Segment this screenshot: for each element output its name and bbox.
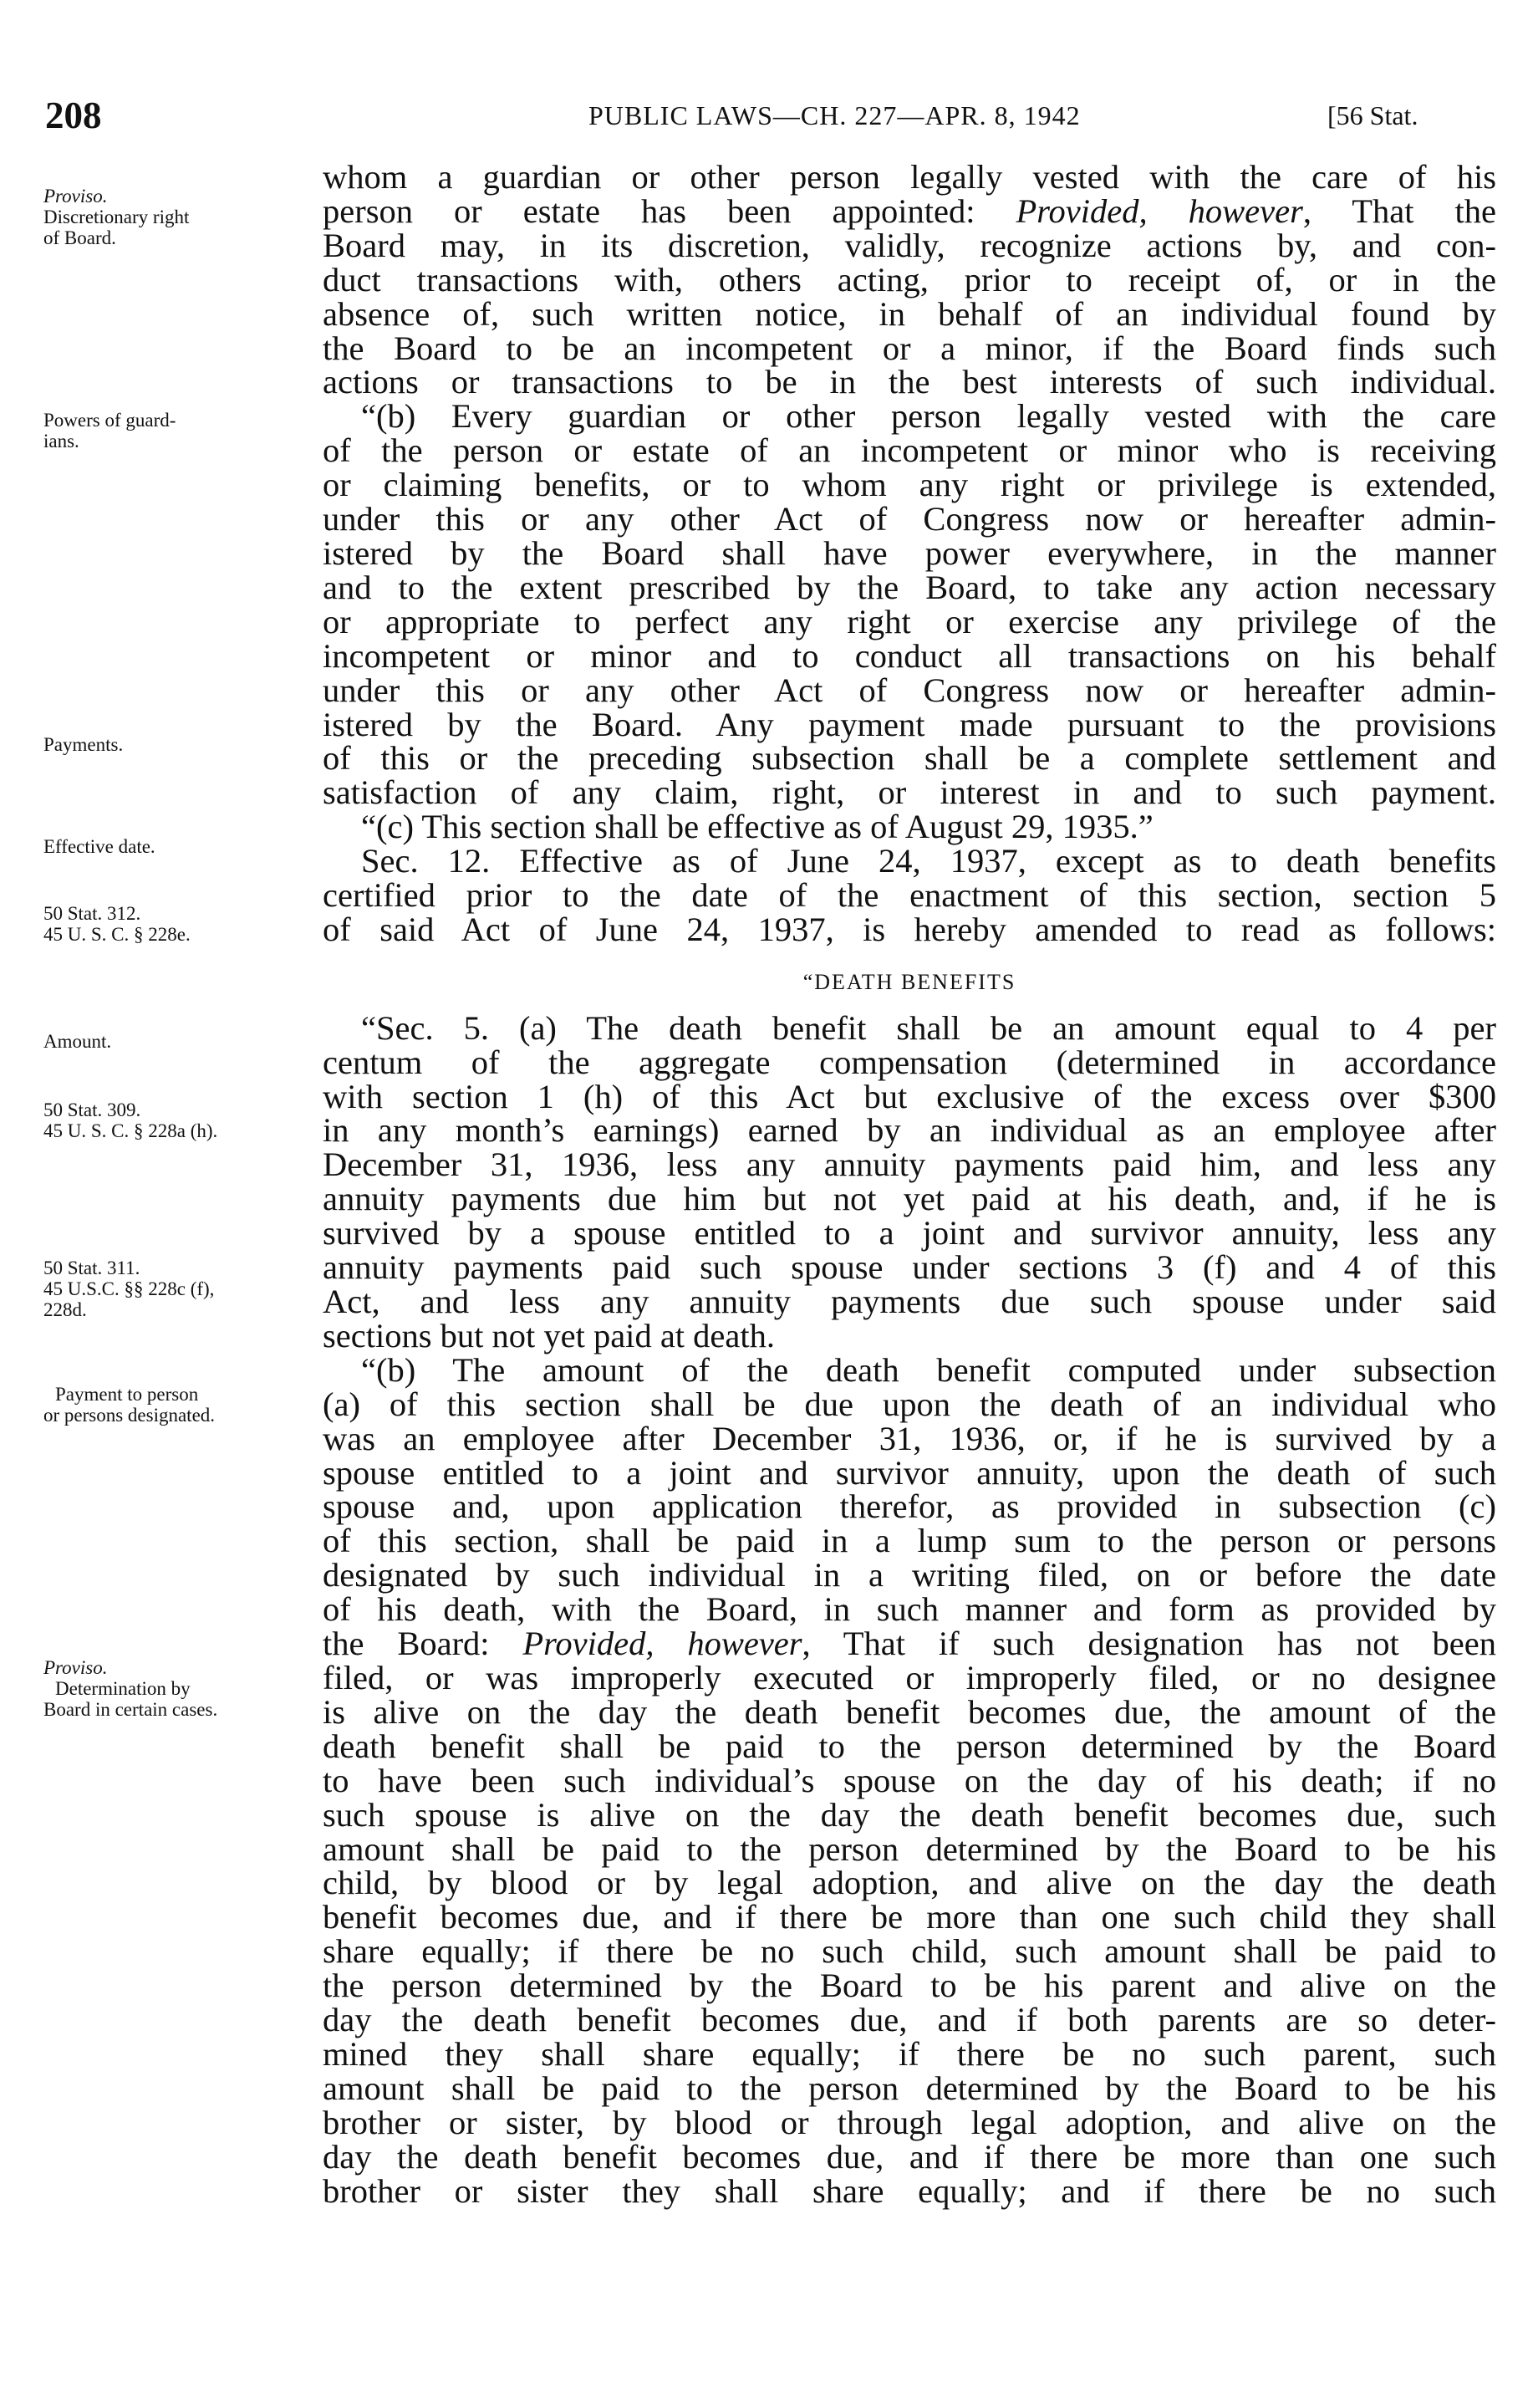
note-line: Proviso.	[43, 1657, 108, 1678]
note-line: Effective date.	[43, 836, 155, 857]
section-5-line: “Sec. 5. (a) The death benefit shall be an amount equal to 4 per	[361, 1008, 1496, 1047]
text-line: annuity payments paid such spouse under sections 3 (f) and 4 of this	[323, 1248, 1496, 1287]
margin-note-proviso-determination	[43, 1657, 328, 1720]
text-line: the person determined by the Board to be his parent and alive on the	[323, 1967, 1496, 2005]
note-line: Amount.	[43, 1031, 112, 1052]
text-line: of this section, shall be paid in a lump sum to the person or persons	[323, 1522, 1496, 1560]
text-line: satisfaction of any claim, right, or interest in and to such payment.	[323, 773, 1496, 812]
text-line-with-proviso	[323, 1627, 1496, 1661]
text-line: of his death, with the Board, in such manner and form as provided by	[323, 1590, 1496, 1629]
text-line: amount shall be paid to the person determined by the Board to be his	[323, 2069, 1496, 2107]
text-fragment: , That if such designation has not been	[802, 1625, 1496, 1663]
page-number: 208	[45, 94, 102, 136]
text-line: was an employee after December 31, 1936, or, if he is survived by a	[323, 1419, 1496, 1457]
text-line: under this or any other Act of Congress now or hereafter admin-	[323, 500, 1496, 538]
text-line: “(b) Every guardian or other person legally vested with the care	[361, 397, 1496, 436]
text-line: centum of the aggregate compensation (determined in accordance	[323, 1043, 1496, 1081]
text-line: or claiming benefits, or to whom any right or privilege is extended,	[323, 466, 1496, 504]
text-line: absence of, such written notice, in behalf of an individual found by	[323, 294, 1496, 333]
text-line: istered by the Board. Any payment made pursuant to the provisions	[323, 705, 1496, 743]
proviso-phrase: Provided, however	[522, 1625, 802, 1663]
note-line: 228d.	[43, 1299, 87, 1320]
margin-note-amount	[43, 1031, 328, 1052]
note-line: Board in certain cases.	[43, 1699, 218, 1720]
text-line: istered by the Board shall have power everywhere, in the manner	[323, 533, 1496, 572]
running-header	[0, 94, 1533, 144]
note-line: Payment to person	[55, 1384, 199, 1405]
text-line: of this or the preceding subsection shall be a complete settlement and	[323, 739, 1496, 778]
margin-note-proviso-discretionary	[43, 186, 328, 248]
margin-note-citation-3	[43, 1258, 328, 1320]
text-line: and to the extent prescribed by the Board, to take any action necessary	[323, 568, 1496, 606]
note-line: Discretionary right	[43, 207, 190, 227]
text-line: (a) of this section shall be due upon the death of an individual who	[323, 1385, 1496, 1423]
text-line: Act, and less any annuity payments due such spouse under said	[323, 1283, 1496, 1320]
text-line: of the person or estate of an incompetent or minor who is receiving	[323, 431, 1496, 470]
text-line: duct transactions with, others acting, prior to receipt of, or in the	[323, 260, 1496, 298]
text-line: death benefit shall be paid to the person determined by the Board	[323, 1727, 1496, 1765]
text-line: amount shall be paid to the person determined by the Board to be his	[323, 1829, 1496, 1868]
note-line: Determination by	[55, 1678, 191, 1699]
text-line: benefit becomes due, and if there be more than one such child they shall	[323, 1898, 1496, 1936]
text-line: to have been such individual’s spouse on the day of his death; if no	[323, 1761, 1496, 1799]
text-line: survived by a spouse entitled to a joint and survivor annuity, less any	[323, 1214, 1496, 1252]
text-line: child, by blood or by legal adoption, and alive on the day the death	[323, 1864, 1496, 1902]
text-line: sections but not yet paid at death.	[323, 1316, 775, 1354]
text-line: whom a guardian or other person legally vested with the care of his	[323, 158, 1496, 196]
text-line: of said Act of June 24, 1937, is hereby amended to read as follows:	[323, 910, 1496, 948]
note-line: or persons designated.	[43, 1405, 216, 1426]
note-line: Powers of guard-	[43, 410, 176, 431]
margin-note-powers-of-guardians	[43, 410, 328, 452]
text-line: brother or sister, by blood or through legal adoption, and alive on the	[323, 2103, 1496, 2141]
text-line: under this or any other Act of Congress now or hereafter admin-	[323, 671, 1496, 709]
text-line: is alive on the day the death benefit becomes due, the amount of the	[323, 1692, 1496, 1731]
section-heading: “DEATH BENEFITS	[802, 969, 1016, 994]
section-12-line: Sec. 12. Effective as of June 24, 1937, except as to death benefits	[361, 842, 1496, 880]
note-line: Proviso.	[43, 186, 108, 207]
running-title: PUBLIC LAWS—CH. 227—APR. 8, 1942	[588, 100, 1081, 130]
text-line: mined they shall share equally; if there be no such parent, such	[323, 2034, 1496, 2073]
note-line: Payments.	[43, 734, 124, 755]
proviso-phrase: Provided, however	[1016, 191, 1303, 230]
note-line: ians.	[43, 431, 79, 452]
text-line: spouse and, upon application therefor, as provided in subsection (c)	[323, 1487, 1496, 1526]
margin-note-effective-date	[43, 836, 328, 857]
note-line: of Board.	[43, 227, 116, 248]
text-line: “(c) This section shall be effective as of August 29, 1935.”	[361, 808, 1154, 846]
text-line: with section 1 (h) of this Act but exclusive of the excess over $300	[323, 1077, 1496, 1115]
text-line: designated by such individual in a writing filed, on or before the date	[323, 1556, 1496, 1594]
text-line: in any month’s earnings) earned by an individual as an employee after	[323, 1111, 1496, 1150]
note-line: 50 Stat. 311.	[43, 1258, 140, 1278]
text-line: day the death benefit becomes due, and if both parents are so deter-	[323, 2001, 1496, 2039]
text-fragment: the Board:	[323, 1625, 523, 1663]
margin-note-citation-2	[43, 1099, 328, 1141]
note-line: 45 U.S.C. §§ 228c (f),	[43, 1278, 215, 1299]
text-line: incompetent or minor and to conduct all transactions on his behalf	[323, 636, 1496, 675]
note-line: 50 Stat. 312.	[43, 903, 141, 924]
text-line: annuity payments due him but not yet paid at his death, and, if he is	[323, 1180, 1496, 1218]
text-line: share equally; if there be no such child, such amount shall be paid to	[323, 1932, 1496, 1971]
text-line: or appropriate to perfect any right or exercise any privilege of the	[323, 602, 1496, 640]
text-line: filed, or was improperly executed or improperly filed, or no designee	[323, 1658, 1496, 1696]
text-line-with-proviso	[323, 191, 1496, 230]
text-line: December 31, 1936, less any annuity payments paid him, and less any	[323, 1145, 1496, 1184]
text-line: brother or sister they shall share equally; and if there be no such	[323, 2171, 1496, 2210]
text-line: such spouse is alive on the day the death benefit becomes due, such	[323, 1795, 1496, 1834]
text-line: “(b) The amount of the death benefit computed under subsection	[361, 1350, 1496, 1389]
text-line: Board may, in its discretion, validly, recognize actions by, and con-	[323, 226, 1496, 264]
note-line: 45 U. S. C. § 228e.	[43, 924, 191, 945]
volume-reference: [56 Stat.	[1327, 100, 1418, 130]
text-fragment: person or estate has been appointed:	[323, 191, 1016, 230]
text-line: day the death benefit becomes due, and if there be more than one such	[323, 2137, 1496, 2176]
margin-note-citation-1	[43, 903, 328, 945]
note-line: 45 U. S. C. § 228a (h).	[43, 1120, 218, 1141]
text-line: the Board to be an incompetent or a minor, if the Board finds such	[323, 329, 1496, 367]
text-fragment: , That the	[1302, 191, 1496, 230]
text-line: certified prior to the date of the enactment of this section, section 5	[323, 876, 1496, 915]
text-line: spouse entitled to a joint and survivor annuity, upon the death of such	[323, 1453, 1496, 1492]
margin-note-payments	[43, 734, 328, 755]
note-line: 50 Stat. 309.	[43, 1099, 141, 1120]
text-line: actions or transactions to be in the best interests of such individual.	[323, 363, 1496, 401]
statute-body	[323, 158, 1496, 2210]
margin-note-payment-to-person	[43, 1384, 328, 1426]
